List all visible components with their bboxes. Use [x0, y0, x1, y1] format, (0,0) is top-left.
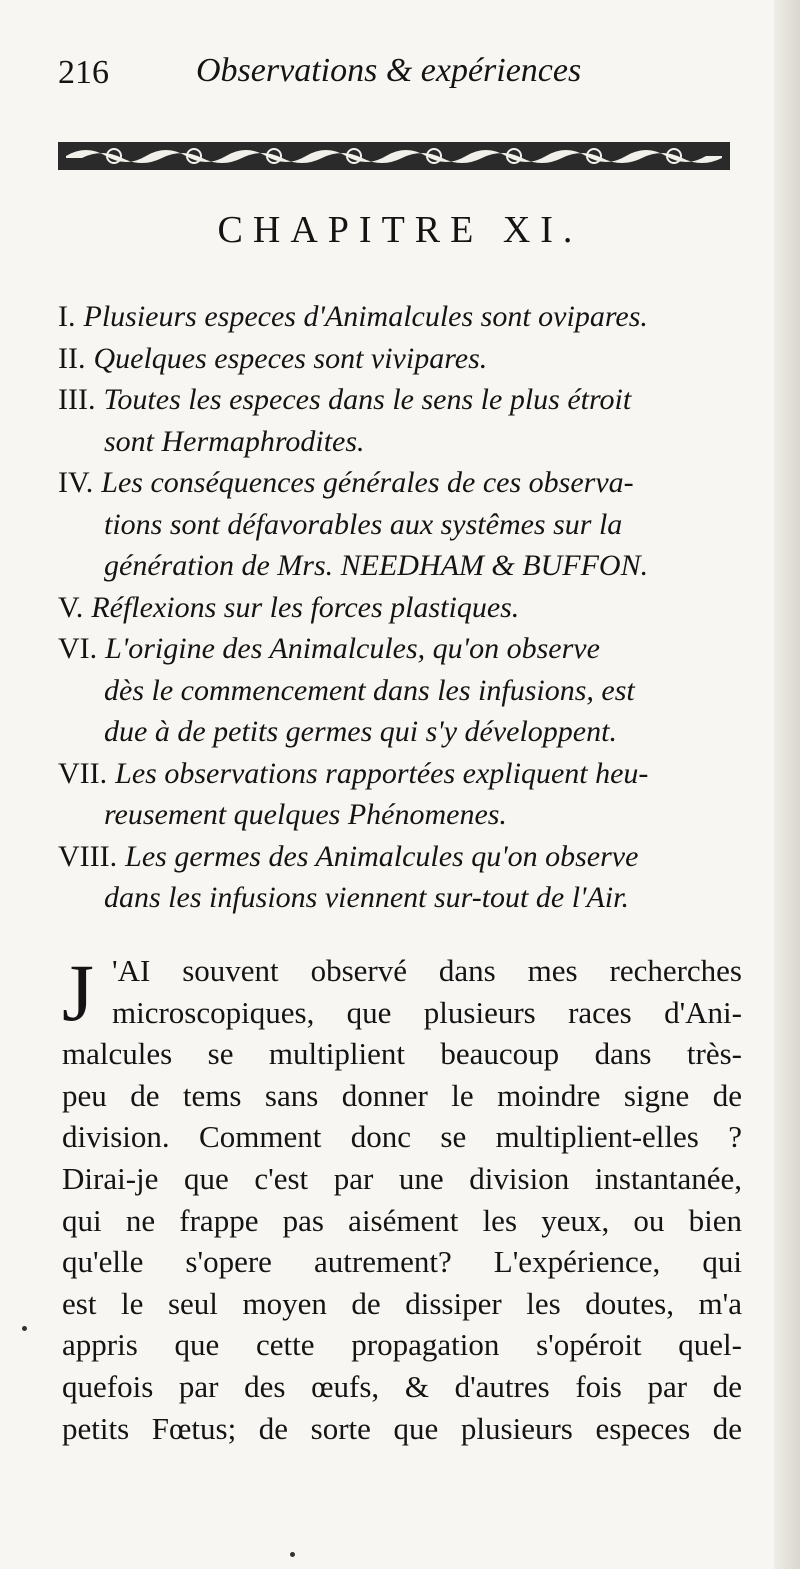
- body-line: 'AI souvent observé dans mes recherches: [112, 953, 742, 988]
- summary-number: I.: [58, 300, 76, 333]
- ink-speck: [290, 1552, 295, 1557]
- summary-entry: [58, 628, 758, 670]
- body-line: quefois par des œufs, & d'autres fois par de: [62, 1368, 742, 1404]
- body-line: malcules se multiplient beaucoup dans très-: [62, 1036, 742, 1072]
- summary-number: II.: [58, 341, 86, 375]
- summary-entry: [58, 587, 758, 629]
- summary-entry: [58, 836, 758, 878]
- summary-entry: [58, 338, 758, 380]
- chapter-title: CHAPITRE XI.: [217, 209, 583, 251]
- summary-text: Quelques especes sont vivipares.: [93, 341, 488, 375]
- summary-continuation: sont Hermaphrodites.: [104, 424, 365, 458]
- summary-number: V.: [58, 590, 84, 624]
- summary-number: VI.: [58, 632, 98, 665]
- body-line: qu'elle s'opere autrement? L'expérience, qui: [62, 1244, 742, 1280]
- running-head: [58, 52, 738, 102]
- summary-number: VII.: [58, 756, 108, 790]
- summary-entry: [58, 462, 758, 504]
- summary-text: L'origine des Animalcules, qu'on observe: [105, 632, 600, 665]
- summary-continuation: dans les infusions viennent sur-tout de l'Air.: [104, 881, 629, 914]
- summary-entry: [58, 379, 758, 421]
- body-line: microscopiques, que plusieurs races d'Ani-: [112, 994, 742, 1030]
- body-line: appris que cette propagation s'opéroit quel-: [62, 1327, 742, 1363]
- page-number: 216: [58, 54, 109, 91]
- summary-number: III.: [58, 383, 96, 416]
- summary-text: Les conséquences générales de ces observa-: [101, 466, 634, 499]
- body-line: division. Comment donc se multiplient-elles ?: [62, 1119, 742, 1155]
- summary-text: Réflexions sur les forces plastiques.: [91, 590, 520, 624]
- decorative-ornament-band: [58, 138, 730, 174]
- summary-text: Toutes les especes dans le sens le plus étroit: [103, 383, 632, 416]
- chapter-summary: [58, 296, 758, 919]
- summary-continuation: tions sont défavorables aux systêmes sur la: [104, 507, 623, 541]
- drop-cap-letter: J: [62, 947, 94, 1038]
- summary-number: VIII.: [58, 839, 118, 873]
- summary-text: Plusieurs especes d'Animalcules sont ovipares.: [83, 300, 648, 333]
- summary-continuation: dès le commencement dans les infusions, est: [104, 673, 635, 707]
- summary-entry: [58, 753, 758, 795]
- body-line: est le seul moyen de dissiper les doutes, m'a: [62, 1285, 742, 1321]
- summary-number: IV.: [58, 466, 94, 499]
- summary-text: Les observations rapportées expliquent heu-: [115, 756, 649, 790]
- summary-continuation: reusement quelques Phénomenes.: [104, 798, 507, 831]
- body-line: Dirai-je que c'est par une division instantanée,: [62, 1160, 742, 1196]
- body-line: petits Fœtus; de sorte que plusieurs especes de: [62, 1410, 742, 1446]
- summary-continuation: due à de petits germes qui s'y développent.: [104, 715, 617, 748]
- ink-speck: [22, 1326, 27, 1331]
- body-line: qui ne frappe pas aisément les yeux, ou bien: [62, 1202, 742, 1238]
- running-title: Observations & expériences: [196, 52, 582, 89]
- summary-entry: [58, 296, 758, 338]
- summary-text: Les germes des Animalcules qu'on observe: [125, 839, 639, 873]
- summary-continuation: génération de Mrs. NEEDHAM & BUFFON.: [104, 549, 649, 582]
- body-line: peu de tems sans donner le moindre signe de: [62, 1077, 742, 1113]
- body-paragraph: [62, 947, 742, 1449]
